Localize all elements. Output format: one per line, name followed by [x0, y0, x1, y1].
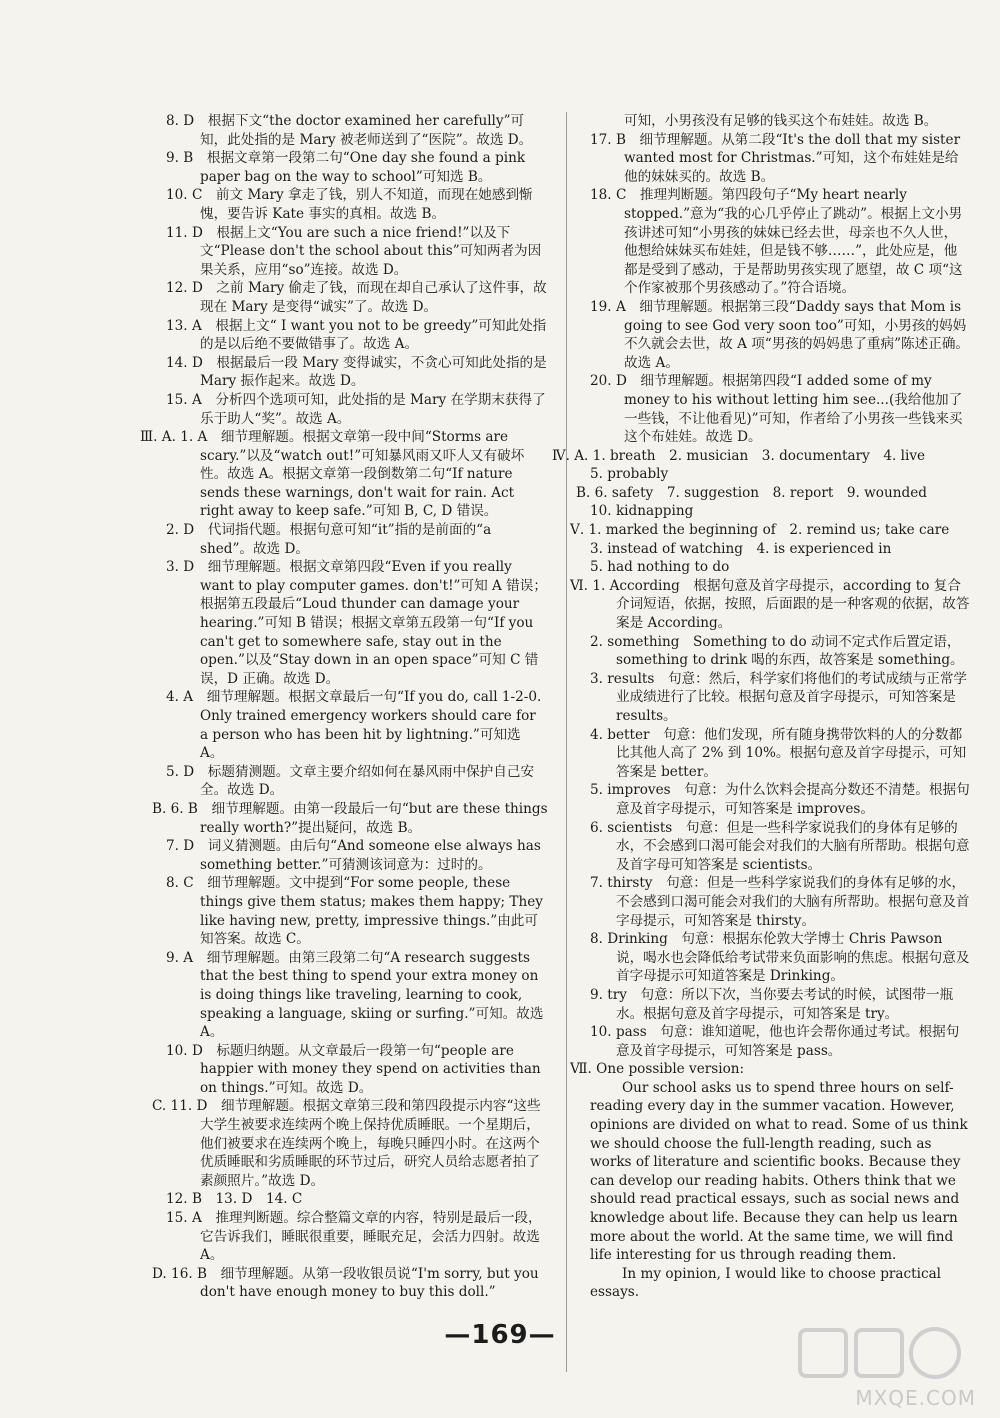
- answer-item: 8. C 细节理解题。文中提到“For some people, these things give them status; makes them happy; They like having new, pretty, impressive things.”由此可知答案。故选 C。: [166, 875, 543, 948]
- answer-item: 13. A 根据上文“ I want you not to be greedy”可知此处指的是以后绝不要做错事了。故选 A。: [166, 317, 547, 353]
- left-column: [140, 112, 548, 1302]
- answer-item: 6. scientists 句意：但是一些科学家说我们的身体有足够的水，不会感到口渴可能会对我们的大脑有所帮助。根据句意及首字母可知答案是 scientists。: [590, 819, 970, 873]
- answer-item: 19. A 细节理解题。根据第三段“Daddy says that Mom is going to see God very soon too”可知，小男孩的妈妈不久就会去世，故 A 项“男孩的妈妈患了重病”陈述正确。故选 A。: [590, 298, 970, 371]
- answer-item: 10. pass 句意：谁知道呢，他也许会帮你通过考试。根据句意及首字母提示，可知答案是 pass。: [590, 1024, 960, 1059]
- answer-item: 5. improves 句意：为什么饮料会提高分数还不清楚。根据句意及首字母提示，可知答案是 improves。: [590, 782, 970, 817]
- answer-item: 2. D 代词指代题。根据句意可知“it”指的是前面的“a shed”。故选 D。: [166, 522, 492, 557]
- answer-item: 15. A 分析四个选项可知，此处指的是 Mary 在学期末获得了乐于助人“奖”。故选 A。: [166, 391, 546, 427]
- answer-item: 8. D 根据下文“the doctor examined her carefully”可知，此处指的是 Mary 被老师送到了“医院”。故选 D。: [166, 113, 533, 148]
- answer-item: 10. C 前文 Mary 拿走了钱，别人不知道，而现在她感到惭愧，要告诉 Kate 事实的真相。故选 B。: [166, 187, 533, 222]
- answer-item: 9. A 细节理解题。由第三段第二句“A research suggests that the best thing to spend your extra money on is doing things like traveling, learning to cook, speaking a language, skiing or surfing.”可知。故选 A。: [166, 949, 544, 1041]
- answer-item: 14. D 根据最后一段 Mary 变得诚实，不贪心可知此处指的是 Mary 振作起来。故选 D。: [166, 354, 547, 390]
- section-vii-heading: Ⅶ. One possible version:: [570, 1061, 745, 1078]
- sample-essay: [590, 1079, 970, 1302]
- answer-item: 10. kidnapping: [590, 503, 694, 520]
- watermark-text: MXQE.COM: [855, 1386, 976, 1410]
- answer-item: C. 11. D 细节理解题。根据文章第三段和第四段提示内容“这些大学生被要求连续两个晚上保持优质睡眠。一个星期后，他们被要求在连续两个晚上，每晚只睡四小时。在这两个优质睡眠和劣质睡眠的环节过后，研究人员给志愿者拍了素颜照片。”故选 D。: [152, 1098, 541, 1189]
- section-iii-item: Ⅲ. A. 1. A 细节理解题。根据文章第一段中间“Storms are scary.”以及“watch out!”可知暴风雨又吓人又有破坏性。故选 A。根据文章第一段倒数第二句“If nature sends these warnings, don't wait for rain. Act right away to keep safe.”可知 B, C, D 错误。: [140, 429, 525, 520]
- answer-item: B. 6. B 细节理解题。由第一段最后一句“but are these things really worth?”提出疑问，故选 B。: [152, 800, 548, 836]
- answer-item: 4. A 细节理解题。根据文章最后一句“If you do, call 1-2-0. Only trained emergency workers should care for a person who has been hit by lightning.”可知选 A。: [166, 689, 542, 762]
- answer-item: D. 16. B 细节理解题。从第一段收银员说“I'm sorry, but you don't have enough money to buy this doll.”: [152, 1265, 539, 1301]
- answer-continuation: 可知，小男孩没有足够的钱买这个布娃娃。故选 B。: [624, 113, 938, 129]
- right-column: [552, 112, 970, 1302]
- answer-item: 9. B 根据文章第一段第二句“One day she found a pink paper bag on the way to school”可知选 B。: [166, 150, 526, 185]
- answer-item: 5. probably: [590, 466, 669, 483]
- answer-item: 5. had nothing to do: [590, 559, 730, 576]
- essay-paragraph: In my opinion, I would like to choose practical essays.: [590, 1265, 942, 1301]
- answer-item: 11. D 根据上文“You are such a nice friend!”以及下文“Please don't the school about this”可知两者为因果关系，应用“so”连接。故选 D。: [166, 224, 542, 278]
- answer-item: 17. B 细节理解题。从第二段“It's the doll that my sister wanted most for Christmas.”可知，这个布娃娃是给他的妹妹买的。故选 B。: [590, 131, 961, 185]
- answer-item: 12. B 13. D 14. C: [166, 1191, 303, 1208]
- answer-item: 12. D 之前 Mary 偷走了钱，而现在却自己承认了这件事，故现在 Mary 是变得“诚实”了。故选 D。: [166, 280, 547, 315]
- answer-item: 7. D 词义猜测题。由后句“And someone else always has something better.”可猜测该词意为：过时的。: [166, 838, 541, 873]
- section-iv-b: B. 6. safety 7. suggestion 8. report 9. wounded: [576, 484, 927, 501]
- answer-item: 20. D 细节理解题。根据第四段“I added some of my money to his without letting him see...(我给他加了一些钱，不让他看见)”可知，作者给了小男孩一些钱来买这个布娃娃。故选 D。: [590, 373, 963, 446]
- column-divider: [566, 112, 567, 1372]
- answer-item: 3. D 细节理解题。根据文章第四段“Even if you really want to play computer games. don't!”可知 A 错误；根据第五段最后“Loud thunder can damage your hearing.”可知 B 错误；根据文章第五段第一句“If you can't get to somewhere safe, stay out in the open.”以及“Stay down in an open space”可知 C 错误，D 正确。故选 D。: [166, 559, 547, 687]
- section-iv-a: Ⅳ. A. 1. breath 2. musician 3. documentary 4. live: [552, 447, 926, 464]
- answer-item: 5. D 标题猜测题。文章主要介绍如何在暴风雨中保护自己安全。故选 D。: [166, 763, 535, 799]
- section-v: Ⅴ. 1. marked the beginning of 2. remind us; take care: [570, 522, 950, 539]
- section-vi-item: Ⅵ. 1. According 根据句意及首字母提示，according to 复合介词短语，依据，按照，后面跟的是一种客观的依据，故答案是 According。: [570, 577, 970, 632]
- answer-item: 10. D 标题归纳题。从文章最后一段第一句“people are happier with money they spend on activities than on things.”可知。故选 D。: [166, 1042, 541, 1096]
- answer-item: 15. A 推理判断题。综合整篇文章的内容，特别是最后一段，它告诉我们，睡眠很重要，睡眠充足，会活力四射。故选 A。: [166, 1210, 542, 1264]
- page-number: —169—: [444, 1320, 556, 1350]
- essay-paragraph: Our school asks us to spend three hours on self-reading every day in the summer vacation. However, opinions are divided on what to read. Some of us think we should choose the full-length reading, such as works of literature and scientific books. Because they can develop our reading habits. Others think that we should read practical essays, such as social news and knowledge about life. Because they can help us learn more about the world. At the same time, we will find life interesting for us through reading them.: [590, 1079, 968, 1264]
- answer-item: 8. Drinking 句意：根据东伦敦大学博士 Chris Pawson 说，喝水也会降低给考试带来负面影响的焦虑。根据句意及首字母提示可知道答案是 Drinking。: [590, 931, 970, 985]
- answer-item: 7. thirsty 句意：但是一些科学家说我们的身体有足够的水，不会感到口渴可能会对我们的大脑有所帮助。根据句意及首字母提示，可知答案是 thirsty。: [590, 875, 970, 929]
- answer-item: 3. results 句意：然后，科学家们将他们的考试成绩与正常学业成绩进行了比较。根据句意及首字母提示，可知答案是 results。: [590, 670, 968, 724]
- answer-item: 9. try 句意：所以下次，当你要去考试的时候，试图带一瓶水。根据句意及首字母提示，可知答案是 try。: [590, 986, 954, 1022]
- answer-item: 4. better 句意：他们发现，所有随身携带饮料的人的分数都比其他人高了 2% 到 10%。根据句意及首字母提示，可知答案是 better。: [590, 726, 967, 780]
- answer-item: 18. C 推理判断题。第四段句子“My heart nearly stopped.”意为“我的心几乎停止了跳动”。根据上文小男孩讲述可知“小男孩的妹妹已经去世，母亲也不久人世，他想给妹妹买布娃娃，但是钱不够……”，此处应是，他都是受到了感动，于是帮助男孩实现了愿望，故 C 项“这个作家被那个男孩感动了。”符合语境。: [590, 187, 963, 297]
- answer-item: 3. instead of watching 4. is experienced in: [590, 540, 892, 557]
- answer-item: 2. something Something to do 动词不定式作后置定语，something to drink 喝的东西，故答案是 something。: [590, 633, 964, 669]
